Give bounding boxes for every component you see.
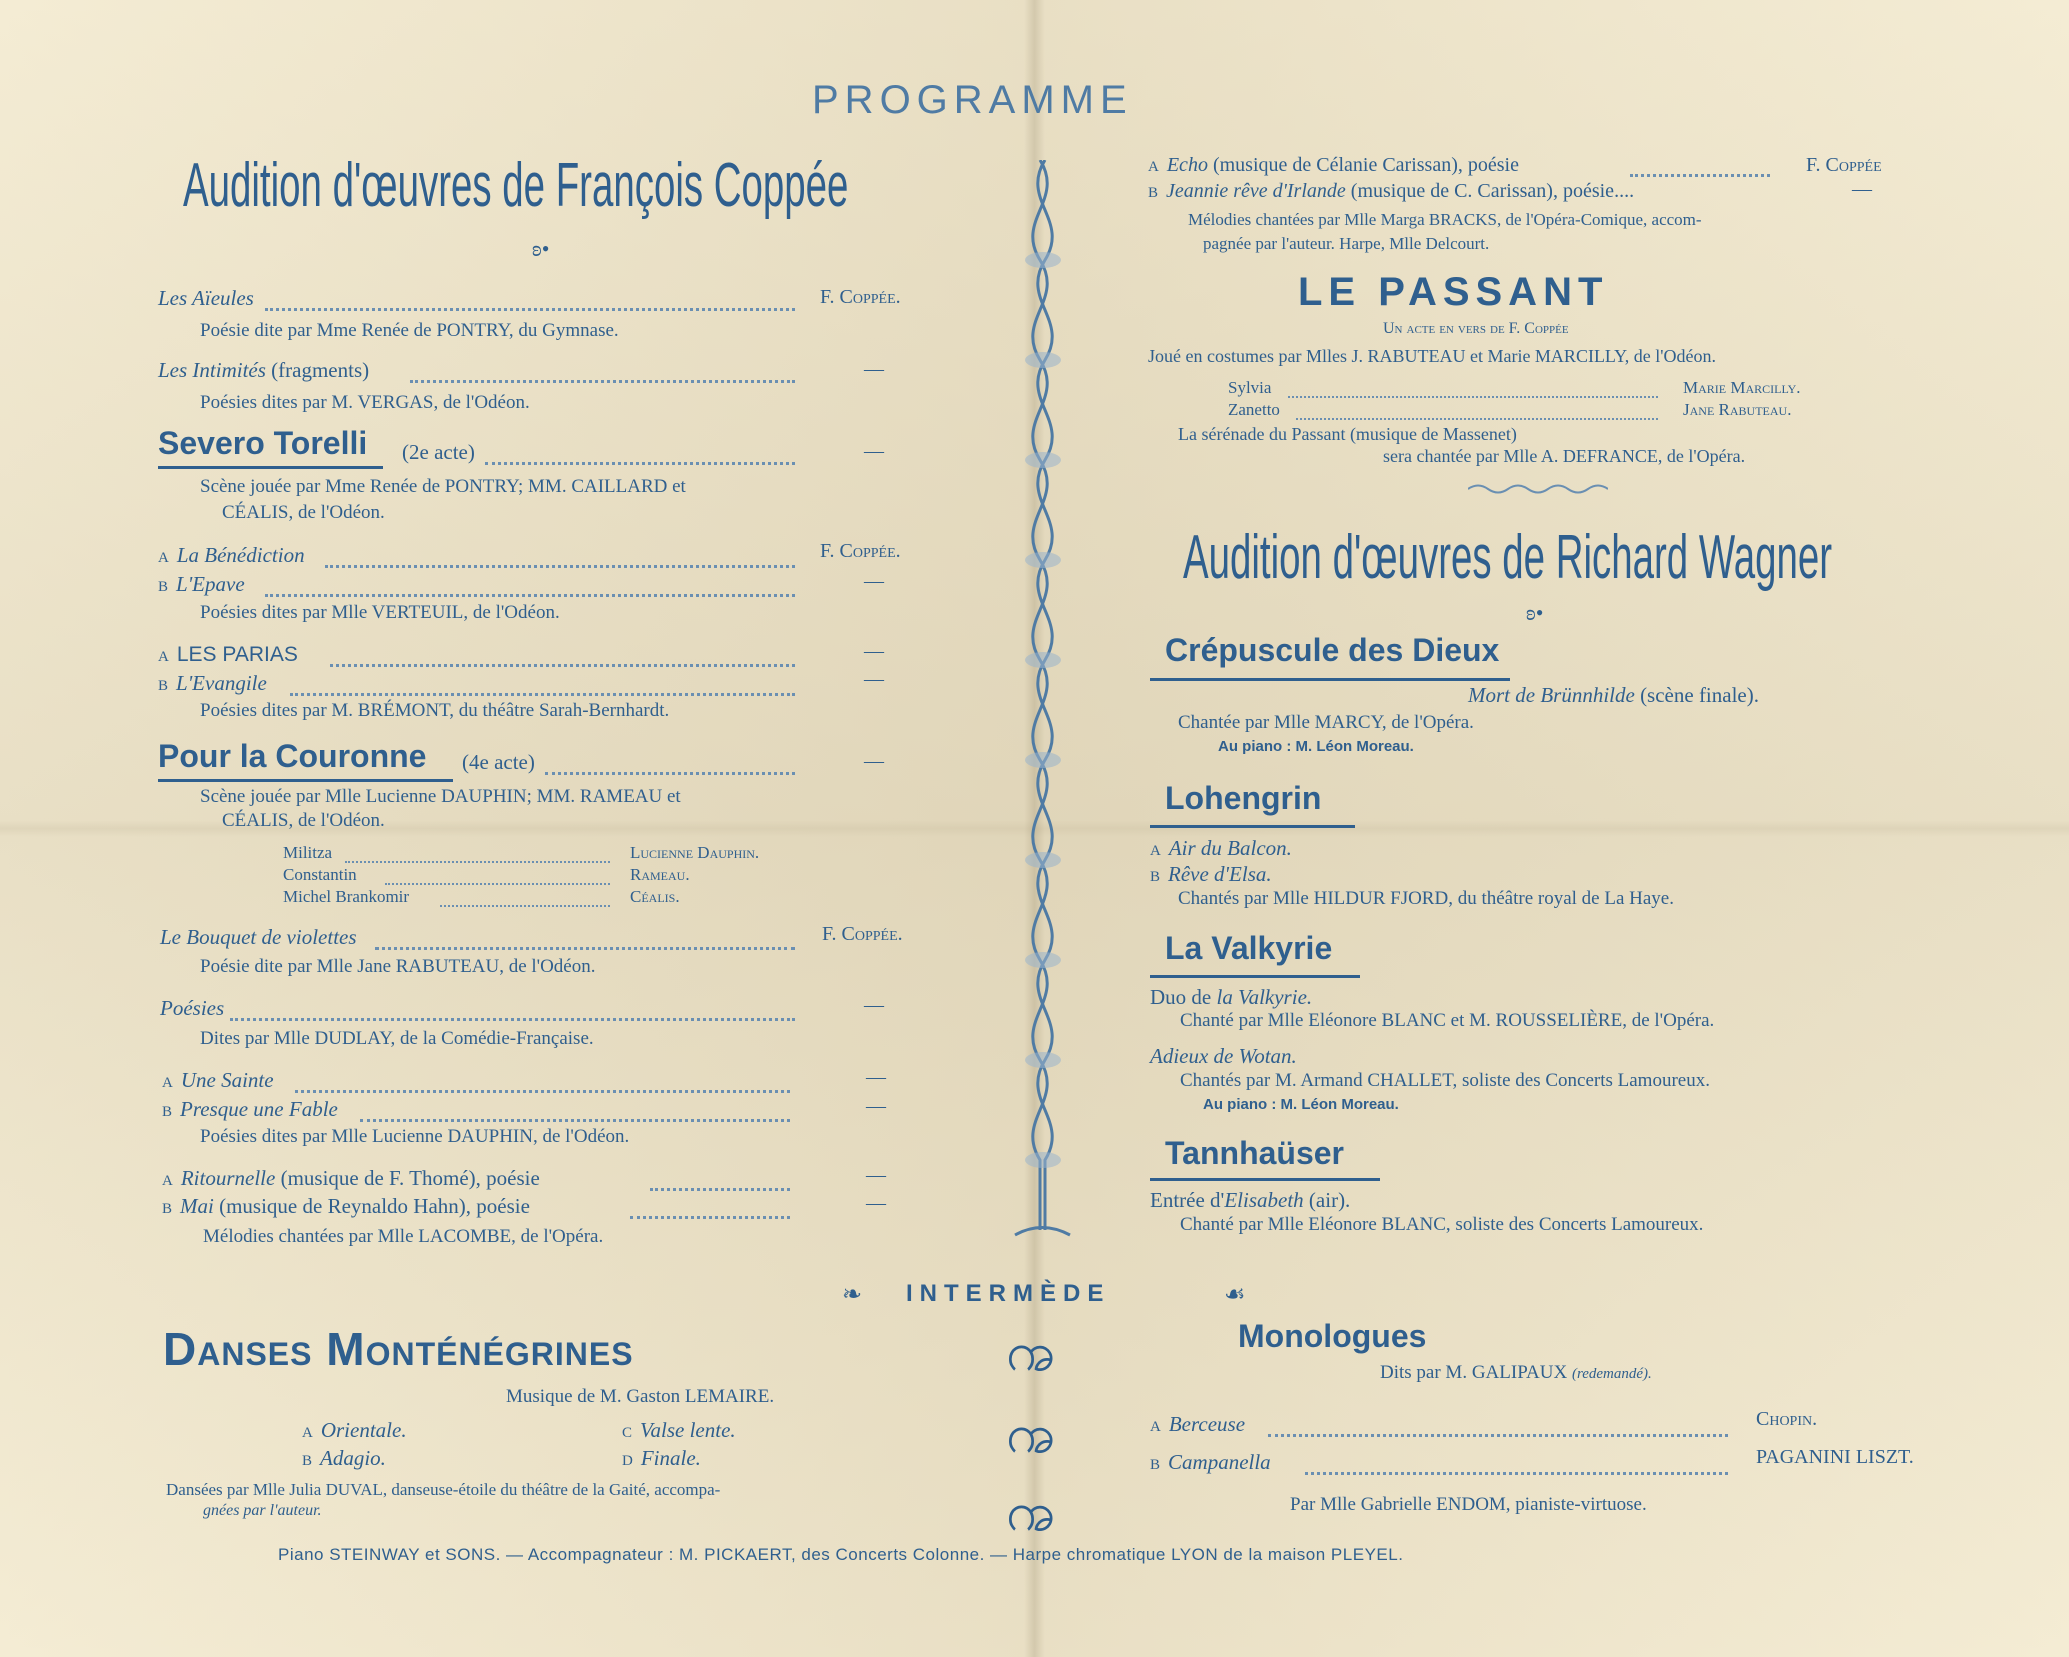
leader-dots [295,1090,790,1093]
dance-valse-lente: C Valse lente. [622,1418,736,1442]
cast-role: Militza [283,843,333,862]
author-dash: — [864,358,884,380]
danses-music: Musique de M. Gaston LEMAIRE. [506,1386,775,1407]
valkyrie-title: La Valkyrie [1165,930,1333,966]
crepuscule-title: Crépuscule des Dieux [1165,632,1500,668]
credit-line: Mélodies chantées par Mlle LACOMBE, de l'Opéra. [203,1226,604,1247]
vine-ornament [1000,160,1090,1245]
author-dash: — [864,668,884,690]
leader-dots [385,883,610,885]
leader-dots [360,1119,790,1122]
title-underline [1150,825,1355,828]
cast-actor: Céalis. [630,887,680,906]
work-mai: B Mai (musique de Reynaldo Hahn), poésie [162,1194,530,1218]
passant-subtitle: Un acte en vers de F. Coppée [1383,320,1569,337]
author-chopin: Chopin. [1756,1408,1818,1430]
monologues-title: Monologues [1238,1318,1427,1354]
credit-line: Poésies dites par M. BRÉMONT, du théâtre Sarah-Bernhardt. [200,700,670,721]
author-coppee: F. Coppée. [820,540,901,562]
work-les-intimites: Les Intimités (fragments) [158,358,370,382]
danses-credit: Dansées par Mlle Julia DUVAL, danseuse-étoile du théâtre de la Gaité, accompa- [166,1480,721,1499]
author-dash: — [866,1066,886,1088]
intermede-right-ornament-icon: ☙ [1224,1282,1246,1308]
credit-line: Mélodies chantées par Mlle Marga BRACKS, de l'Opéra-Comique, accom- [1188,210,1702,229]
wavy-divider [1468,482,1608,496]
leader-dots [325,565,795,568]
intermede-left-ornament-icon: ❧ [842,1282,863,1308]
author-paganini-liszt: PAGANINI LISZT. [1756,1446,1914,1468]
couronne-act: (4e acte) [462,750,535,774]
work-ritournelle: A Ritournelle (musique de F. Thomé), poésie [162,1166,540,1190]
title-underline [1150,1178,1380,1181]
dance-orientale: A Orientale. [302,1418,407,1442]
swirl-ornament-icon: ꩠ [1006,1322,1056,1382]
crepuscule-piece: Mort de Brünnhilde (scène finale). [1468,683,1759,707]
credit-line: Poésies dites par Mlle VERTEUIL, de l'Odéon. [200,602,560,623]
title-underline [158,466,383,469]
passant-serenade: sera chantée par Mlle A. DEFRANCE, de l'Opéra. [1383,446,1746,466]
work-echo: A Echo (musique de Célanie Carissan), poésie [1148,154,1519,176]
author-dash: — [864,994,884,1016]
wagner-title [1183,522,1832,593]
work-les-aieules: Les Aïeules [158,286,254,310]
work-campanella: B Campanella [1150,1450,1271,1474]
cast-role: Constantin [283,865,357,884]
credit-line: Poésie dite par Mme Renée de PONTRY, du Gymnase. [200,320,619,341]
cast-actor: Jane Rabuteau. [1683,400,1792,419]
danses-credit: gnées par l'auteur. [203,1502,322,1519]
author-dash: — [1852,178,1872,200]
work-adieux-de-wotan: Adieux de Wotan. [1150,1044,1297,1068]
work-poesies: Poésies [160,996,225,1020]
leader-dots [440,905,610,907]
cast-actor: Marie Marcilly. [1683,378,1801,397]
author-dash: — [864,570,884,592]
passant-serenade: La sérénade du Passant (musique de Massenet) [1178,424,1517,444]
leader-dots [1288,396,1658,398]
author-dash: — [864,750,884,772]
leader-dots [265,308,795,311]
credit-line: Poésie dite par Mlle Jane RABUTEAU, de l'Odéon. [200,956,596,977]
coppee-title-text: Audition d'œuvres de François Coppée [183,151,849,220]
author-dash: — [866,1164,886,1186]
pour-la-couronne-title: Pour la Couronne [158,738,427,774]
work-la-benediction: A La Bénédiction [158,543,305,567]
leader-dots [545,772,795,775]
leader-dots [345,861,610,863]
leader-dots [330,664,795,667]
leader-dots [1305,1472,1728,1475]
title-underline [1150,975,1360,978]
credit-line: Scène jouée par Mme Renée de PONTRY; MM. CAILLARD et [200,476,686,497]
credit-line: Scène jouée par Mlle Lucienne DAUPHIN; MM. RAMEAU et [200,786,681,807]
author-dash: — [866,1192,886,1214]
work-jeannie: B Jeannie rêve d'Irlande (musique de C. Carissan), poésie.... [1148,180,1635,202]
leader-dots [230,1018,795,1021]
title-ornament-icon: ʚ• [1526,600,1544,625]
page-header: PROGRAMME [812,78,1133,122]
author-dash: — [864,640,884,662]
credit-line: CÉALIS, de l'Odéon. [222,810,385,831]
intermede-label: INTERMÈDE [906,1280,1111,1307]
credit-line: Chantés par M. Armand CHALLET, soliste des Concerts Lamoureux. [1180,1070,1710,1091]
tannhauser-entree: Entrée d'Elisabeth (air). [1150,1188,1351,1212]
programme-footer: Piano STEINWAY et SONS. — Accompagnateur : M. PICKAERT, des Concerts Colonne. — Harpe chromatique LYON de la maison PLEYEL. [278,1545,1404,1564]
credit-line: Poésies dites par M. VERGAS, de l'Odéon. [200,392,530,413]
passant-played: Joué en costumes par Mlles J. RABUTEAU et Marie MARCILLY, de l'Odéon. [1148,346,1717,366]
author-dash: — [864,440,884,462]
coppee-title [183,150,848,221]
work-berceuse: A Berceuse [1150,1412,1246,1436]
work-l-evangile: B L'Evangile [158,671,267,695]
credit-line: Dites par Mlle DUDLAY, de la Comédie-Française. [200,1028,594,1049]
valkyrie-duo: Duo de la Valkyrie. [1150,985,1313,1009]
piano-credit: Au piano : M. Léon Moreau. [1218,738,1414,755]
severo-act: (2e acte) [402,440,475,464]
credit-line: pagnée par l'auteur. Harpe, Mlle Delcourt. [1203,234,1490,253]
credit-line: Chanté par Mlle Eléonore BLANC et M. ROUSSELIÈRE, de l'Opéra. [1180,1010,1715,1031]
danses-title: Danses Monténégrines [163,1323,634,1375]
title-underline [158,779,453,782]
leader-dots [650,1188,790,1191]
work-les-parias: A LES PARIAS [158,643,298,666]
leader-dots [265,594,795,597]
cast-role: Sylvia [1228,378,1272,397]
credit-line: Chantés par Mlle HILDUR FJORD, du théâtre royal de La Haye. [1178,888,1674,909]
work-presque-une-fable: B Presque une Fable [162,1097,338,1121]
swirl-ornament-icon: ꩠ [1006,1404,1056,1464]
cast-role: Michel Brankomir [283,887,410,906]
le-passant-title: LE PASSANT [1298,270,1609,314]
monologues-credit: Dits par M. GALIPAUX (redemandé). [1380,1362,1652,1383]
leader-dots [630,1216,790,1219]
title-ornament-icon: ʚ• [532,236,550,261]
credit-line: Poésies dites par Mlle Lucienne DAUPHIN, de l'Odéon. [200,1126,630,1147]
credit-line: Chantée par Mlle MARCY, de l'Opéra. [1178,712,1474,733]
credit-line: Chanté par Mlle Eléonore BLANC, soliste des Concerts Lamoureux. [1180,1214,1704,1235]
swirl-ornament-icon: ꩠ [1006,1482,1056,1542]
leader-dots [375,947,795,950]
severo-torelli-title: Severo Torelli [158,425,368,461]
credit-line: CÉALIS, de l'Odéon. [222,502,385,523]
leader-dots [1630,174,1770,177]
tannhauser-title: Tannhaüser [1165,1135,1344,1171]
monologues-performer: Par Mlle Gabrielle ENDOM, pianiste-virtuose. [1290,1494,1647,1515]
cast-actor: Rameau. [630,865,690,884]
author-dash: — [866,1095,886,1117]
leader-dots [410,380,795,383]
author-coppee: F. Coppée [1806,154,1882,176]
piano-credit: Au piano : M. Léon Moreau. [1203,1096,1399,1113]
lohengrin-title: Lohengrin [1165,780,1322,816]
author-coppee: F. Coppée. [822,923,903,945]
work-une-sainte: A Une Sainte [162,1068,274,1092]
leader-dots [1268,1434,1728,1437]
work-l-epave: B L'Epave [158,572,245,596]
leader-dots [1296,418,1658,420]
work-bouquet: Le Bouquet de violettes [160,925,357,949]
wagner-title-text: Audition d'œuvres de Richard Wagner [1183,523,1833,592]
author-coppee: F. Coppée. [820,286,901,308]
dance-finale: D Finale. [622,1446,701,1470]
leader-dots [290,693,795,696]
work-reve-d-elsa: B Rêve d'Elsa. [1150,862,1272,886]
dance-adagio: B Adagio. [302,1446,386,1470]
cast-actor: Lucienne Dauphin. [630,843,760,862]
leader-dots [485,462,795,465]
work-air-du-balcon: A Air du Balcon. [1150,836,1292,860]
title-underline [1150,678,1510,681]
cast-role: Zanetto [1228,400,1280,419]
